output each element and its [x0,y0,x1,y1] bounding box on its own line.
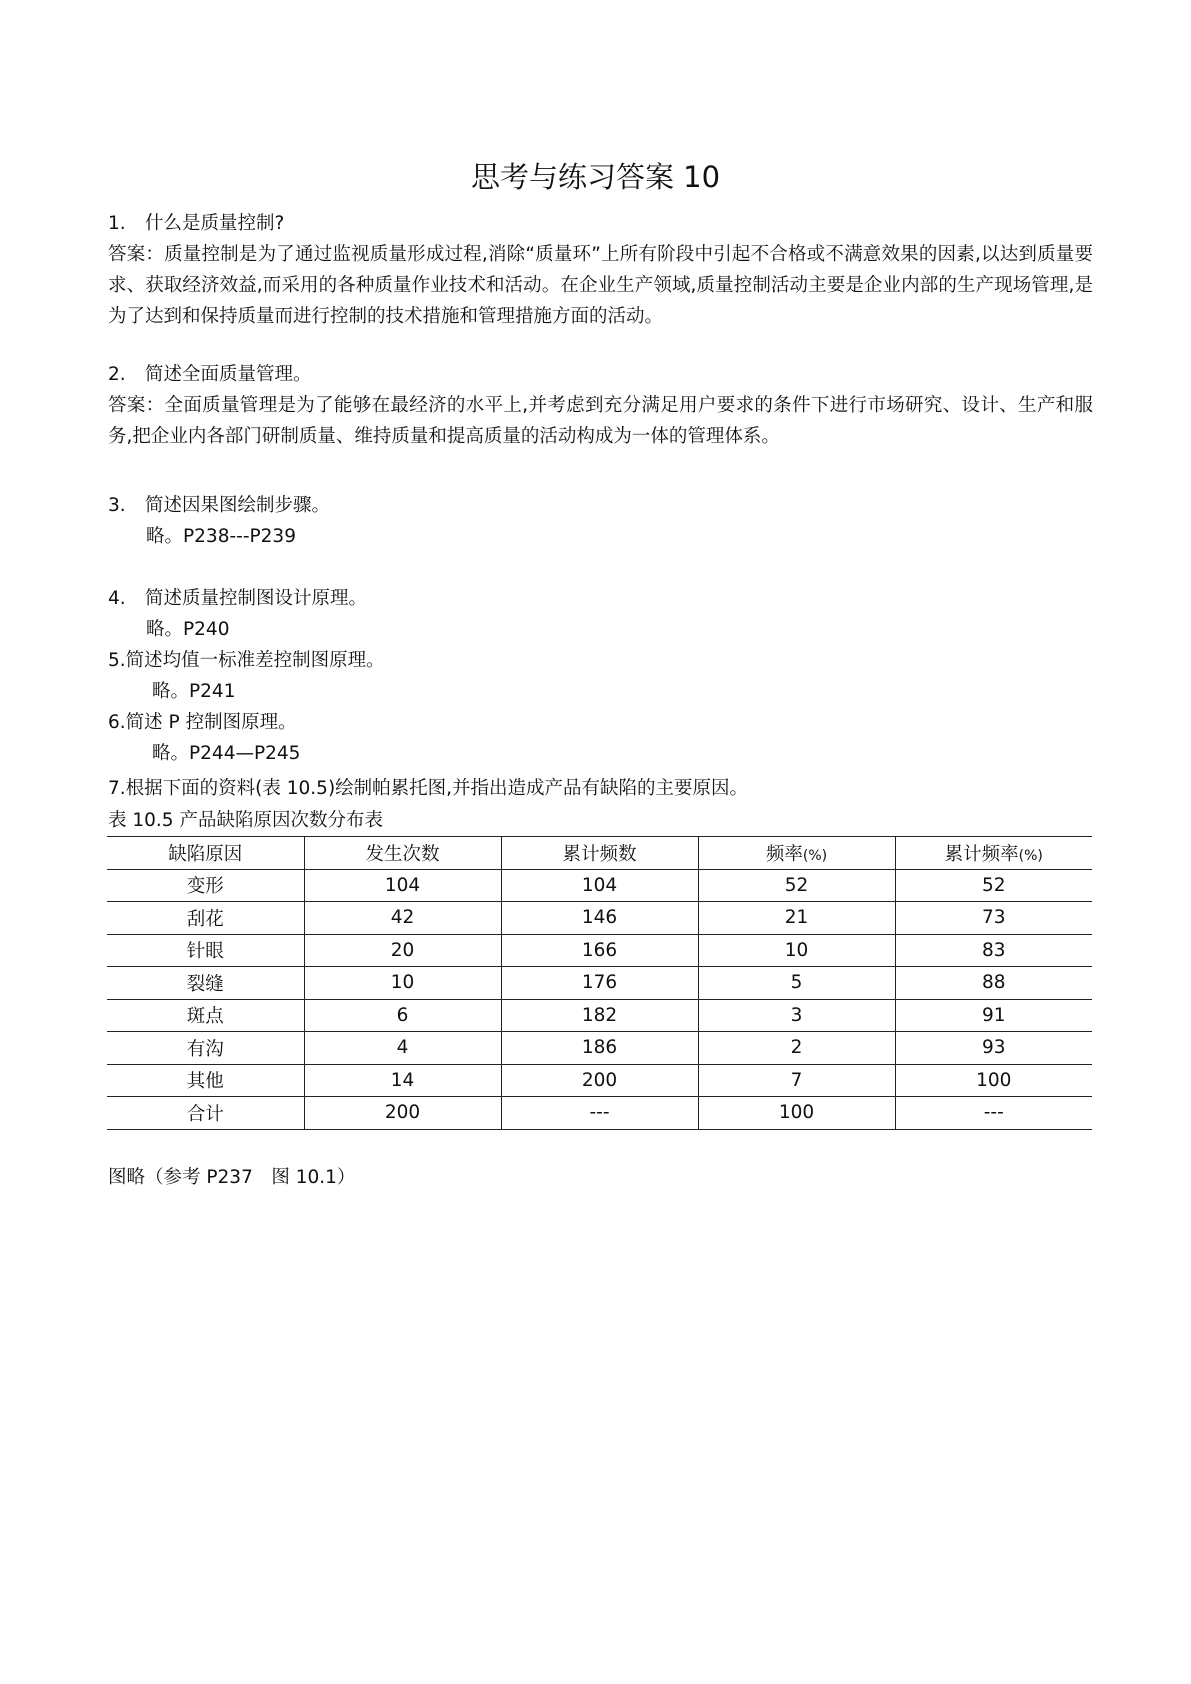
table-row [107,869,1092,902]
cell-cause: 斑点 [107,999,304,1032]
cell-frequency: 3 [698,999,895,1032]
question-4 [108,583,367,614]
cell-cumulative-frequency: 73 [895,902,1092,935]
cell-occurrences: 4 [304,1032,501,1065]
cell-cumulative-count: 146 [501,902,698,935]
header-frequency-label: 频率 [765,843,803,865]
table-caption: 表 10.5 产品缺陷原因次数分布表 [108,810,383,831]
cell-frequency: 10 [698,934,895,967]
cell-occurrences: 104 [304,869,501,902]
cell-cumulative-frequency: 52 [895,869,1092,902]
question-1-number: 1. [108,213,126,234]
note-6: 略。P244—P245 [152,743,301,764]
cell-cumulative-count: 182 [501,999,698,1032]
question-4-number: 4. [108,588,126,609]
figure-reference-note: 图略（参考 P237 图 10.1） [108,1167,356,1188]
cell-occurrences: 42 [304,902,501,935]
cell-occurrences: 14 [304,1064,501,1097]
cell-occurrences: 200 [304,1097,501,1130]
cell-frequency: 7 [698,1064,895,1097]
cell-cumulative-frequency: 88 [895,967,1092,1000]
header-frequency [698,837,895,870]
note-5: 略。P241 [152,681,236,702]
question-3 [108,490,330,521]
question-2 [108,359,312,390]
cell-occurrences: 10 [304,967,501,1000]
table-row [107,1064,1092,1097]
note-4: 略。P240 [146,619,230,640]
question-5: 5.简述均值一标准差控制图原理。 [108,650,385,671]
cell-cumulative-frequency: --- [895,1097,1092,1130]
table-row [107,1032,1092,1065]
note-3: 略。P238---P239 [146,526,296,547]
cell-frequency: 2 [698,1032,895,1065]
cell-cumulative-count: 166 [501,934,698,967]
cell-cumulative-count: 200 [501,1064,698,1097]
document-title: 思考与练习答案 10 [470,160,721,194]
header-cumulative-count: 累计频数 [501,837,698,870]
cell-cumulative-frequency: 83 [895,934,1092,967]
header-frequency-unit: (%) [802,847,828,864]
cell-occurrences: 6 [304,999,501,1032]
question-2-text: 简述全面质量管理。 [145,364,312,385]
header-cause: 缺陷原因 [107,837,304,870]
cell-frequency: 21 [698,902,895,935]
header-cumulative-frequency-unit: (%) [1018,847,1043,864]
table-header-row [107,837,1092,870]
question-4-text: 简述质量控制图设计原理。 [145,588,368,609]
table-row [107,967,1092,1000]
cell-cumulative-count: 104 [501,869,698,902]
answer-2: 答案：全面质量管理是为了能够在最经济的水平上,并考虑到充分满足用户要求的条件下进行市场研究、设计、生产和服务,把企业内各部门研制质量、维持质量和提高质量的活动构成为一体的管理体系。 [108,395,1093,447]
cell-frequency: 100 [698,1097,895,1130]
cell-cause: 针眼 [107,934,304,967]
question-2-number: 2. [108,364,126,385]
defect-table [107,836,1092,1130]
answer-1: 答案：质量控制是为了通过监视质量形成过程,消除“质量环”上所有阶段中引起不合格或不满意效果的因素,以达到质量要求、获取经济效益,而采用的各种质量作业技术和活动。在企业生产领域,质量控制活动主要是企业内部的生产现场管理,是为了达到和保持质量而进行控制的技术措施和管理措施方面的活动。 [108,244,1093,327]
cell-cumulative-frequency: 93 [895,1032,1092,1065]
cell-cause: 刮花 [107,902,304,935]
header-cumulative-frequency [895,837,1092,870]
cell-cumulative-count: --- [501,1097,698,1130]
cell-cause: 变形 [107,869,304,902]
question-3-number: 3. [108,495,126,516]
cell-cause: 裂缝 [107,967,304,1000]
table-row [107,934,1092,967]
question-1 [108,208,284,239]
cell-occurrences: 20 [304,934,501,967]
cell-cumulative-frequency: 91 [895,999,1092,1032]
cell-frequency: 5 [698,967,895,1000]
question-3-text: 简述因果图绘制步骤。 [145,495,331,516]
table-total-row [107,1097,1092,1130]
question-6: 6.简述 P 控制图原理。 [108,712,297,733]
cell-frequency: 52 [698,869,895,902]
cell-cause: 合计 [107,1097,304,1130]
table-row [107,999,1092,1032]
cell-cumulative-count: 176 [501,967,698,1000]
table-row [107,902,1092,935]
cell-cause: 其他 [107,1064,304,1097]
cell-cause: 有沟 [107,1032,304,1065]
header-occurrences: 发生次数 [304,837,501,870]
question-1-text: 什么是质量控制? [145,213,285,234]
header-cumulative-frequency-label: 累计频率 [944,843,1019,865]
question-7: 7.根据下面的资料(表 10.5)绘制帕累托图,并指出造成产品有缺陷的主要原因。 [108,778,749,799]
cell-cumulative-frequency: 100 [895,1064,1092,1097]
cell-cumulative-count: 186 [501,1032,698,1065]
